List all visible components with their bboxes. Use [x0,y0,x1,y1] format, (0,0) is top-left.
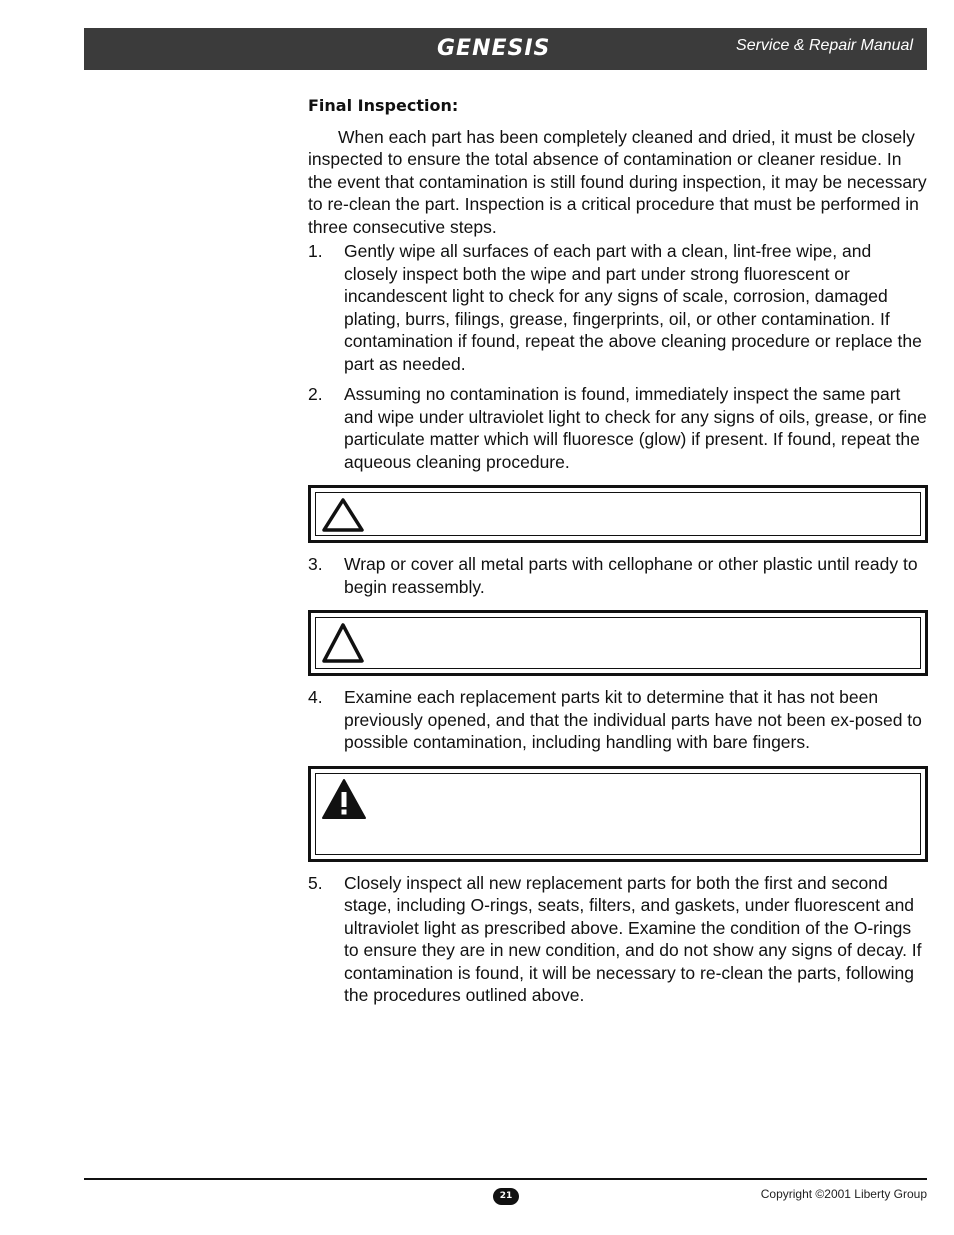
warning-box [308,766,928,862]
intro-paragraph: When each part has been completely cleaned and dried, it must be closely inspected to ensure the total absence of contamination or cleaner residue. In the event that contamination is still found during inspection, it may be necessary to re-clean the part. Inspection is a critical procedure that must be performed in three consecutive steps. [308,126,927,237]
caution-triangle-icon [321,622,365,664]
page-header [84,28,927,70]
step-text: Wrap or cover all metal parts with cellophane or other plastic until ready to begin reassembly. [344,554,918,597]
step-1 [308,240,928,375]
manual-title: Service & Repair Manual [736,37,913,54]
caution-box-1 [308,485,928,543]
step-text: Closely inspect all new replacement parts for both the first and second stage, including O-rings, seats, filters, and gaskets, under fluorescent and ultraviolet light as prescribed above. Examine the condition of the O-rings to ensure they are in new condition, and do not show any signs of decay. If contamination is found, it will be necessary to re-clean the parts, following the procedures outlined above. [344,872,922,1005]
step-5 [308,872,928,1007]
step-text: Assuming no contamination is found, immediately inspect the same part and wipe under ultraviolet light to check for any signs of oils, grease, or fine particulate matter which will fluoresce (glow) if present. If found, repeat the aqueous cleaning procedure. [344,384,927,472]
step-number: 4. [308,687,323,707]
step-text: Gently wipe all surfaces of each part with a clean, lint-free wipe, and closely inspect both the wipe and part under strong fluorescent or incandescent light to check for any signs of scale, corrosion, damaged plating, burrs, filings, grease, fingerprints, oil, or other contamination. If contamination if found, repeat the above cleaning procedure or replace the part as needed. [344,241,922,374]
step-number: 3. [308,554,323,574]
footer-divider [84,1178,927,1180]
caution-triangle-icon [321,497,365,533]
step-3 [308,553,928,598]
step-number: 2. [308,384,323,404]
copyright-notice: Copyright ©2001 Liberty Group [760,1187,927,1201]
caution-box-2 [308,610,928,676]
step-number: 5. [308,872,323,893]
step-number: 1. [308,241,323,261]
step-text: Examine each replacement parts kit to determine that it has not been previously opened, and that the individual parts have not been ex-posed to possible contamination, including handling with bare fingers. [344,687,922,752]
section-heading: Final Inspection: [308,96,459,115]
page-number-badge: 21 [493,1188,519,1205]
page-content [308,95,928,1015]
step-2 [308,383,928,473]
step-4 [308,686,928,754]
warning-exclamation-icon [321,778,367,820]
genesis-logo: GENESIS [437,36,551,61]
